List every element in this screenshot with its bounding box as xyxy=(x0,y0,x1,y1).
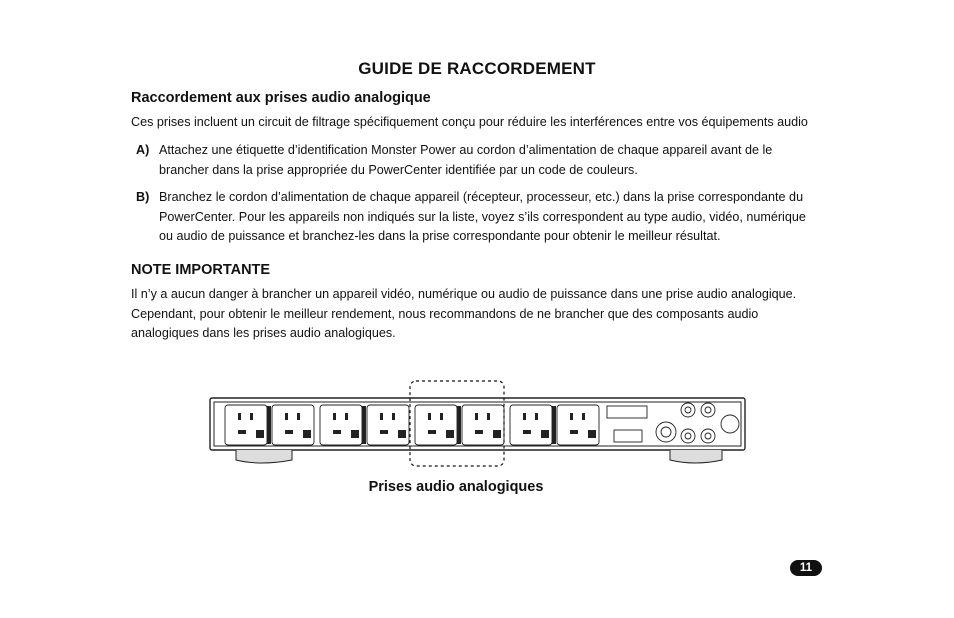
list-item-label: B) xyxy=(136,190,150,204)
powercenter-illustration xyxy=(200,378,760,478)
section-heading: Raccordement aux prises audio analogique xyxy=(131,90,431,106)
note-text: Il n’y a aucun danger à brancher un appareil vidéo, numérique ou audio de puissance dans une prise audio analogique. Cependant, pour obtenir le meilleur rendement, nous recommandons de ne brancher que des composants audio analogiques dans les prises audio analogiques. xyxy=(131,287,797,340)
page-title: GUIDE DE RACCORDEMENT xyxy=(358,59,596,78)
outlet-group xyxy=(225,405,599,445)
page-number: 11 xyxy=(790,560,822,576)
list-item-text: Attachez une étiquette d’identification Monster Power au cordon d’alimentation de chaque appareil avant de le brancher dans la prise appropriée du PowerCenter identifiée par un code de couleurs. xyxy=(159,143,773,177)
list-item-a xyxy=(131,141,821,180)
list-item-b xyxy=(131,188,821,247)
section-intro: Ces prises incluent un circuit de filtrage spécifiquement conçu pour réduire les interférences entre vos équipements audio xyxy=(131,115,808,129)
list-item-text: Branchez le cordon d’alimentation de chaque appareil (récepteur, processeur, etc.) dans la prise correspondante du PowerCenter. Pour les appareils non indiqués sur la liste, voyez s’ils correspondent au type audio, vidéo, numérique ou audio de puissance et branchez-les dans la prise correspondante pour obtenir le meilleur résultat. xyxy=(159,190,806,243)
note-heading: NOTE IMPORTANTE xyxy=(131,262,271,278)
figure-caption: Prises audio analogiques xyxy=(368,479,544,495)
list-item-label: A) xyxy=(136,143,150,157)
